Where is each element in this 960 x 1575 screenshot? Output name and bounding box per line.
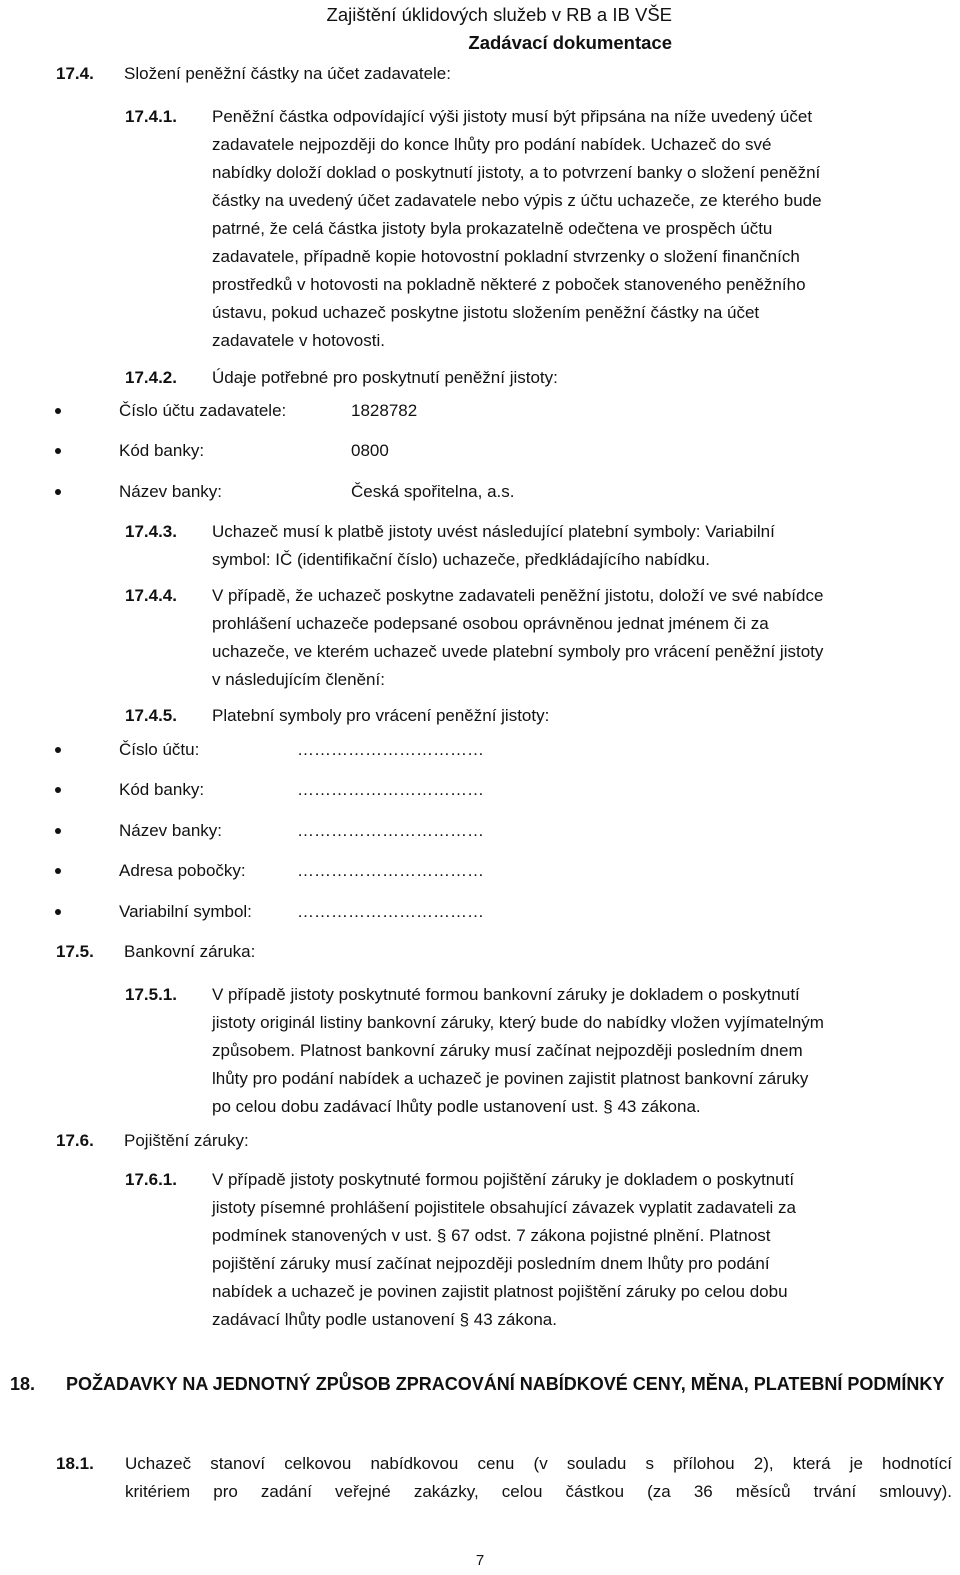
section-title: Bankovní záruka: [124, 942, 256, 961]
section-17-6-heading [56, 1127, 249, 1155]
paragraph-17-4-5: Platební symboly pro vrácení peněžní jistoty: [212, 706, 550, 725]
paragraph-number-17-6-1: 17.6.1. [125, 1170, 177, 1189]
text-line: patrné, že celá částka jistoty byla prokazatelně odečtena ve prospěch účtu [212, 219, 773, 238]
text-line: částky na uvedený účet zadavatele nebo výpis z účtu uchazeče, ze kterého bude [212, 191, 822, 210]
return-bank-name-item [55, 817, 675, 845]
text-line: Uchazeč stanoví celkovou nabídkovou cenu (v souladu s přílohou 2), která je hodnotící [125, 1454, 952, 1473]
text-line: po celou dobu zadávací lhůty podle ustanovení ust. § 43 zákona. [212, 1097, 701, 1116]
item-value: 0800 [351, 441, 389, 460]
bullet-icon [55, 747, 61, 753]
text-line: nabídek a uchazeč je povinen zajistit platnost pojištění záruky po celou dobu [212, 1282, 788, 1301]
text-line: V případě jistoty poskytnuté formou bankovní záruky je dokladem o poskytnutí [212, 985, 800, 1004]
blank-field: …………………………… [297, 780, 484, 799]
bank-account-item [55, 397, 655, 425]
section-title: POŽADAVKY NA JEDNOTNÝ ZPŮSOB ZPRACOVÁNÍ NABÍDKOVÉ CENY, MĚNA, PLATEBNÍ PODMÍNKY [66, 1374, 945, 1394]
item-label: Název banky: [119, 482, 222, 501]
blank-field: …………………………… [297, 902, 484, 921]
section-title: Složení peněžní částky na účet zadavatele: [124, 64, 451, 83]
item-label: Číslo účtu zadavatele: [119, 401, 287, 420]
paragraph-number-17-4-4: 17.4.4. [125, 586, 177, 605]
section-18-heading [10, 1370, 952, 1426]
text-line: prohlášení uchazeče podepsané osobou oprávněnou jednat jménem či za [212, 614, 769, 633]
paragraph-17-5-1 [212, 981, 952, 1121]
document-title: Zajištění úklidových služeb v RB a IB VŠE [326, 4, 672, 25]
bank-name-item [55, 478, 655, 506]
text-line: způsobem. Platnost bankovní záruky musí začínat nejpozději posledním dnem [212, 1041, 803, 1060]
text-line: ústavu, pokud uchazeč poskytne jistotu složením peněžní částky na účet [212, 303, 760, 322]
text-line: zadavatele nejpozději do konce lhůty pro podání nabídek. Uchazeč do své [212, 135, 772, 154]
bullet-icon [55, 489, 61, 495]
text-line: pojištění záruky musí začínat nejpozději posledním dnem lhůty pro podání [212, 1254, 770, 1273]
section-number: 18. [10, 1374, 36, 1394]
text-line: V případě, že uchazeč poskytne zadavateli peněžní jistotu, doloží ve své nabídce [212, 586, 824, 605]
text-line: lhůty pro podání nabídek a uchazeč je povinen zajistit platnost bankovní záruky [212, 1069, 809, 1088]
text-line: zadávací lhůty podle ustanovení § 43 zákona. [212, 1310, 557, 1329]
text-line: prostředků v hotovosti na pokladně některé z poboček stanoveného peněžního [212, 275, 806, 294]
item-label: Název banky: [119, 821, 222, 840]
bullet-icon [55, 408, 61, 414]
paragraph-17-4-4 [212, 582, 952, 694]
paragraph-17-4-2: Údaje potřebné pro poskytnutí peněžní jistoty: [212, 368, 558, 387]
return-variable-symbol-item [55, 898, 675, 926]
text-line: nabídky doloží doklad o poskytnutí jistoty, a to potvrzení banky o složení peněžní [212, 163, 821, 182]
bank-code-item [55, 437, 655, 465]
bullet-icon [55, 909, 61, 915]
section-title: Pojištění záruky: [124, 1131, 249, 1150]
bullet-icon [55, 787, 61, 793]
item-value: 1828782 [351, 401, 418, 420]
section-number: 17.4. [56, 64, 94, 83]
item-label: Variabilní symbol: [119, 902, 252, 921]
bullet-icon [55, 448, 61, 454]
section-number: 17.6. [56, 1131, 94, 1150]
bullet-icon [55, 828, 61, 834]
text-line: jistoty písemné prohlášení pojistitele obsahující závazek vyplatit zadavateli za [212, 1198, 796, 1217]
item-label: Adresa pobočky: [119, 861, 246, 880]
blank-field: …………………………… [297, 740, 484, 759]
paragraph-number-17-4-1: 17.4.1. [125, 107, 177, 126]
text-line: jistoty originál listiny bankovní záruky, který bude do nabídky vložen vyjímatelným [212, 1013, 824, 1032]
item-value: Česká spořitelna, a.s. [351, 482, 515, 501]
text-line: Peněžní částka odpovídající výši jistoty musí být připsána na níže uvedený účet [212, 107, 813, 126]
item-label: Kód banky: [119, 441, 205, 460]
text-line: Uchazeč musí k platbě jistoty uvést následující platební symboly: Variabilní [212, 522, 775, 541]
page-number: 7 [475, 1552, 485, 1569]
blank-field: …………………………… [297, 861, 484, 880]
paragraph-number-17-4-3: 17.4.3. [125, 522, 177, 541]
text-line: v následujícím členění: [212, 670, 385, 689]
text-line: kritériem pro zadání veřejné zakázky, celou částkou (za 36 měsíců trvání smlouvy). [125, 1482, 952, 1501]
return-branch-address-item [55, 857, 675, 885]
text-line: V případě jistoty poskytnuté formou pojištění záruky je dokladem o poskytnutí [212, 1170, 795, 1189]
text-line: uchazeče, ve kterém uchazeč uvede platební symboly pro vrácení peněžní jistoty [212, 642, 824, 661]
section-17-4-heading [56, 60, 451, 88]
item-label: Číslo účtu: [119, 740, 200, 759]
paragraph-number-17-4-5: 17.4.5. [125, 706, 177, 725]
paragraph-18-1 [125, 1450, 952, 1506]
paragraph-17-4-3 [212, 518, 952, 574]
blank-field: …………………………… [297, 821, 484, 840]
item-label: Kód banky: [119, 780, 205, 799]
paragraph-number-18-1: 18.1. [56, 1454, 94, 1473]
paragraph-number-17-4-2: 17.4.2. [125, 368, 177, 387]
text-line: symbol: IČ (identifikační číslo) uchazeče, předkládajícího nabídku. [212, 550, 710, 569]
text-line: zadavatele v hotovosti. [212, 331, 385, 350]
paragraph-17-4-1 [212, 103, 952, 355]
paragraph-17-6-1 [212, 1166, 952, 1334]
text-line: podmínek stanovených v ust. § 67 odst. 7 zákona pojistné plnění. Platnost [212, 1226, 771, 1245]
section-17-5-heading [56, 938, 255, 966]
section-number: 17.5. [56, 942, 94, 961]
paragraph-number-17-5-1: 17.5.1. [125, 985, 177, 1004]
return-bank-code-item [55, 776, 675, 804]
document-subtitle: Zadávací dokumentace [468, 32, 672, 53]
text-line: zadavatele, případně kopie hotovostní pokladní stvrzenky o složení finančních [212, 247, 800, 266]
bullet-icon [55, 868, 61, 874]
return-account-item [55, 736, 675, 764]
